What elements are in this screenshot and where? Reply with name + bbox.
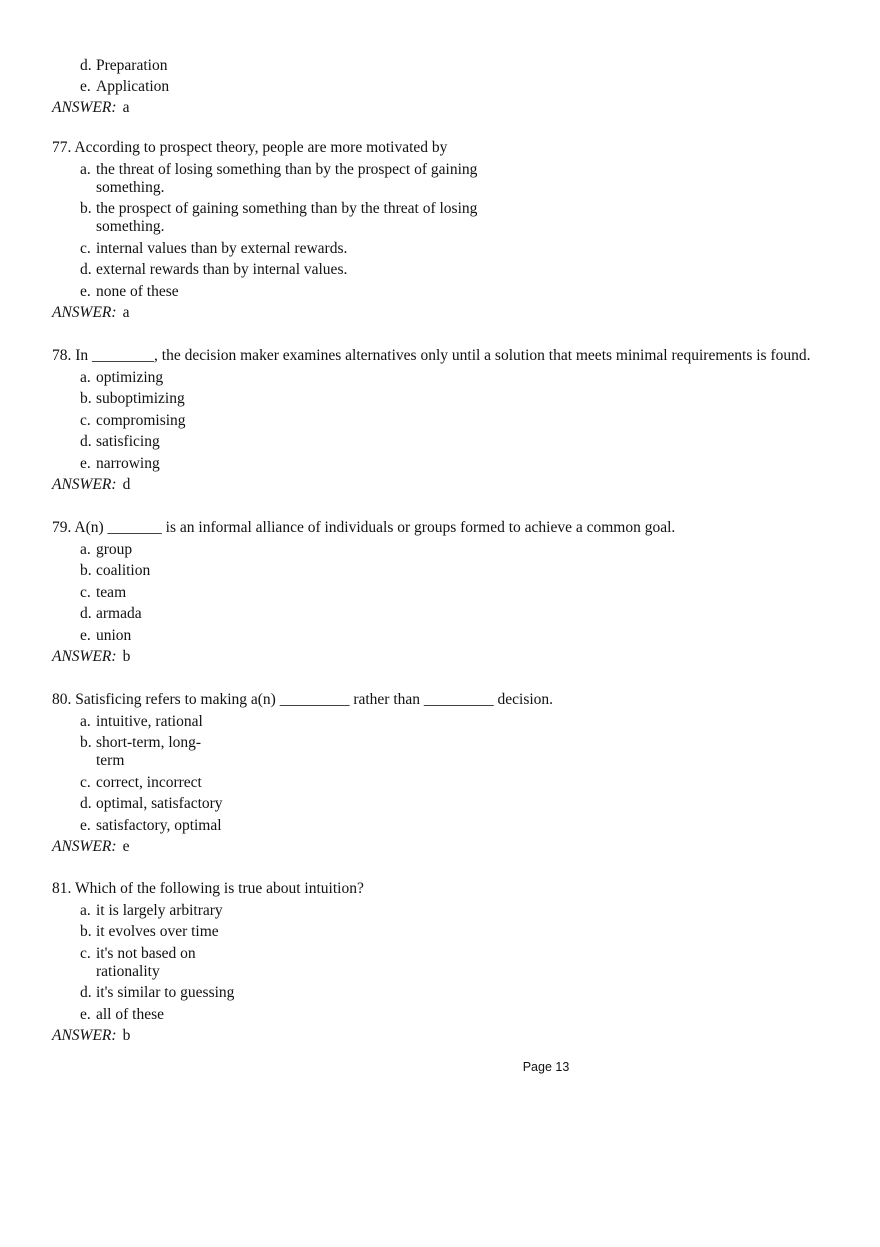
option-text: internal values than by external rewards. [96,239,348,257]
answer-value: e [122,837,130,855]
question-78 [52,346,850,495]
option-letter: c. [80,239,91,257]
option-text: team [96,583,127,601]
option-text: group [96,540,133,558]
option-d [52,57,850,75]
option-letter: a. [80,901,91,919]
option-c [52,774,850,792]
option-letter: e. [80,626,91,644]
option-e [52,455,850,473]
question-number: 78. [52,347,72,364]
option-b [52,734,850,770]
answer-value: b [122,1026,131,1044]
option-d [52,984,850,1002]
option-text-continued: term [96,752,125,769]
option-b [52,562,850,580]
question-stem [52,879,850,898]
option-letter: c. [80,773,91,791]
answer-value: b [122,647,131,665]
option-letter: d. [80,984,92,1001]
option-text-continued: rationality [96,962,160,980]
option-d [52,605,850,623]
question-number: 79. [52,519,72,536]
option-letter: e. [80,78,91,95]
option-e [52,817,850,835]
question-text: A(n) _______ is an informal alliance of individuals or groups formed to achieve a common goal. [74,519,676,536]
option-text: Application [96,78,170,95]
answer-label: ANSWER: [52,475,117,493]
option-a [52,541,850,559]
answer-label: ANSWER: [52,1026,117,1044]
question-number: 77. [52,139,72,156]
option-b [52,200,850,236]
option-letter: b. [80,923,92,940]
option-text: satisficing [96,433,160,450]
option-e [52,283,850,301]
answer-value: a [122,303,130,321]
option-letter: e. [80,1005,91,1023]
question-text: Which of the following is true about intuition? [74,880,364,897]
option-letter: a. [80,712,91,730]
option-text: satisfactory, optimal [96,816,222,834]
answer-value: a [122,99,130,116]
option-c [52,412,850,430]
option-letter: d. [80,56,92,74]
option-letter: b. [80,562,92,579]
option-letter: e. [80,282,91,300]
question-79 [52,518,850,667]
answer-label: ANSWER: [52,837,117,855]
option-text: Preparation [96,56,168,74]
option-text: union [96,626,132,644]
option-text: intuitive, rational [96,712,203,730]
question-stem [52,518,850,537]
option-text: it's not based on [96,944,196,962]
continued-question [52,53,850,118]
option-text: correct, incorrect [96,773,202,791]
answer-line [52,303,850,323]
option-letter: b. [80,390,92,407]
answer-line [52,837,850,857]
option-letter: a. [80,368,91,386]
answer-label: ANSWER: [52,647,117,665]
question-text: According to prospect theory, people are more motivated by [74,139,448,156]
option-text: short-term, long- [96,734,202,751]
option-text: it evolves over time [96,923,219,940]
option-text: compromising [96,411,186,429]
option-d [52,261,850,279]
option-a [52,902,850,920]
option-letter: d. [80,433,92,450]
option-e [52,627,850,645]
answer-label: ANSWER: [52,303,117,321]
option-text: armada [96,605,142,622]
option-letter: c. [80,411,91,429]
option-text: narrowing [96,454,160,472]
option-a [52,713,850,731]
option-b [52,923,850,941]
option-c [52,945,850,981]
option-a [52,369,850,387]
option-b [52,390,850,408]
question-stem [52,690,850,709]
answer-label: ANSWER: [52,99,117,116]
option-letter: b. [80,200,92,217]
option-text: it's similar to guessing [96,984,235,1001]
option-d [52,433,850,451]
option-letter: d. [80,795,92,812]
option-text-continued: something. [96,218,165,235]
option-c [52,584,850,602]
question-77 [52,138,850,323]
option-text: optimizing [96,368,164,386]
option-e [52,78,850,96]
option-letter: e. [80,816,91,834]
option-letter: e. [80,454,91,472]
option-e [52,1006,850,1024]
answer-line [52,1026,850,1046]
question-stem [52,138,850,157]
option-text: coalition [96,562,151,579]
question-number: 80. [52,691,72,708]
option-letter: d. [80,605,92,622]
page-number: Page 13 [522,1060,570,1074]
option-text: external rewards than by internal values. [96,261,348,278]
option-text: optimal, satisfactory [96,795,223,812]
answer-line [52,475,850,495]
option-text: suboptimizing [96,390,185,407]
option-letter: a. [80,540,91,558]
question-80 [52,690,850,857]
option-c [52,240,850,258]
question-text: Satisficing refers to making a(n) _________ rather than _________ decision. [75,691,554,708]
question-text: In ________, the decision maker examines alternatives only until a solution that meets minimal requirements is found. [75,347,811,364]
option-text: all of these [96,1005,165,1023]
option-letter: c. [80,944,91,962]
question-81 [52,879,850,1046]
option-a [52,161,850,197]
question-stem [52,346,850,365]
option-d [52,795,850,813]
option-text: none of these [96,282,179,300]
answer-value: d [122,475,131,493]
answer-line [52,98,850,118]
question-number: 81. [52,880,72,897]
option-letter: d. [80,261,92,278]
option-text: it is largely arbitrary [96,901,223,919]
option-text: the threat of losing something than by the prospect of gaining [96,160,478,178]
answer-line [52,647,850,667]
option-text-continued: something. [96,178,165,196]
option-letter: b. [80,734,92,751]
option-letter: c. [80,583,91,601]
option-letter: a. [80,160,91,178]
option-text: the prospect of gaining something than by the threat of losing [96,200,478,217]
